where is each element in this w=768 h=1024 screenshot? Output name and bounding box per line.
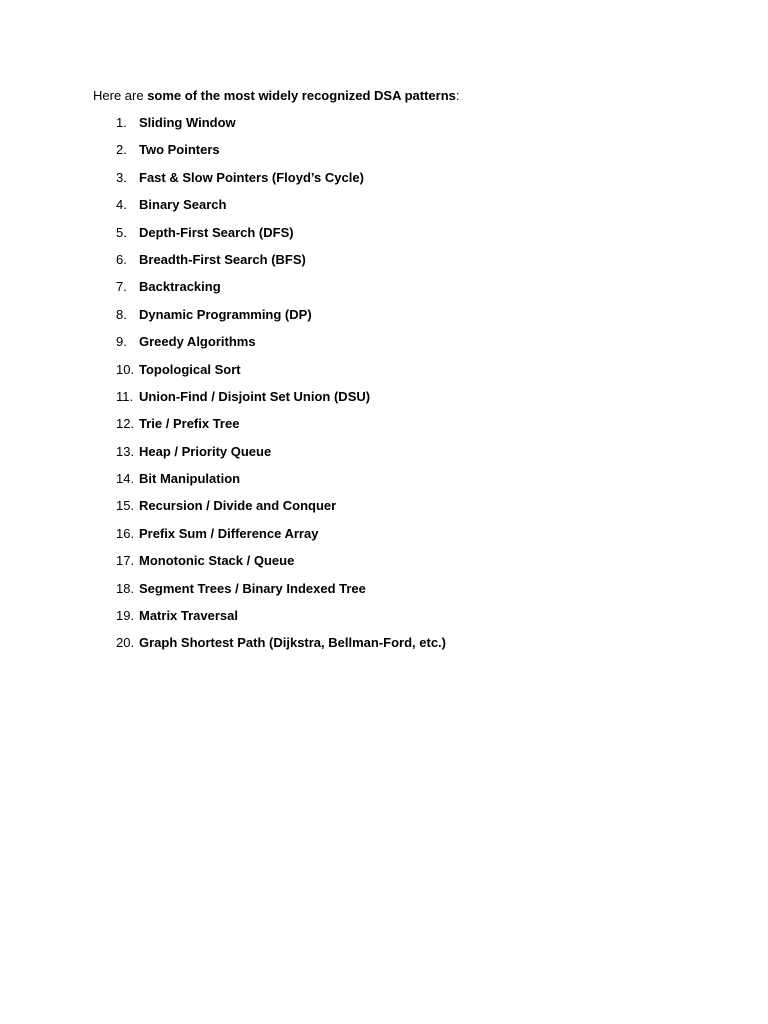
list-item-text: Graph Shortest Path (Dijkstra, Bellman-Ford, etc.) xyxy=(139,635,446,651)
list-item-number: 3. xyxy=(116,169,127,185)
list-item-number: 8. xyxy=(116,306,127,322)
list-item-text: Trie / Prefix Tree xyxy=(139,416,240,432)
list-item-number: 20. xyxy=(116,635,135,651)
list-item-text: Depth-First Search (DFS) xyxy=(139,224,294,240)
list-item-number: 2. xyxy=(116,142,127,158)
list-item xyxy=(93,415,693,442)
list-item-text: Sliding Window xyxy=(139,115,236,130)
list-item xyxy=(93,388,693,415)
list-item-text: Heap / Priority Queue xyxy=(139,443,272,459)
list-item-text: Binary Search xyxy=(139,197,227,213)
list-item-text: Matrix Traversal xyxy=(139,608,239,624)
list-item xyxy=(93,196,693,223)
list-item-number: 4. xyxy=(116,197,127,213)
list-item-number: 17. xyxy=(116,553,135,569)
pattern-list xyxy=(93,114,693,662)
list-item-number: 10. xyxy=(116,361,135,377)
list-item-number: 1. xyxy=(116,115,127,130)
list-item xyxy=(93,497,693,524)
list-item xyxy=(93,114,693,141)
list-item xyxy=(93,278,693,305)
list-item-text: Segment Trees / Binary Indexed Tree xyxy=(139,580,366,596)
list-item xyxy=(93,552,693,579)
list-item-number: 18. xyxy=(116,580,135,596)
list-item xyxy=(93,141,693,168)
list-item-text: Two Pointers xyxy=(139,142,220,158)
list-item xyxy=(93,306,693,333)
list-item xyxy=(93,361,693,388)
list-item xyxy=(93,443,693,470)
list-item-number: 14. xyxy=(116,471,135,487)
list-item xyxy=(93,525,693,552)
list-item-text: Dynamic Programming (DP) xyxy=(139,306,312,322)
list-item xyxy=(93,470,693,497)
list-item-text: Fast & Slow Pointers (Floyd’s Cycle) xyxy=(139,169,364,185)
intro-suffix: : xyxy=(455,88,460,103)
intro-prefix: Here are xyxy=(93,88,148,103)
list-item-text: Union-Find / Disjoint Set Union (DSU) xyxy=(139,388,371,404)
intro-emphasis: some of the most widely recognized DSA patterns xyxy=(147,88,456,103)
list-item-number: 5. xyxy=(116,224,127,240)
list-item xyxy=(93,251,693,278)
list-item xyxy=(93,580,693,607)
list-item-number: 6. xyxy=(116,251,127,267)
document-body xyxy=(93,87,693,662)
list-item-number: 15. xyxy=(116,498,135,514)
list-item-number: 16. xyxy=(116,525,135,541)
list-item-text: Prefix Sum / Difference Array xyxy=(139,525,319,541)
list-item xyxy=(93,169,693,196)
list-item xyxy=(93,607,693,634)
list-item-text: Breadth-First Search (BFS) xyxy=(139,251,306,267)
list-item-number: 9. xyxy=(116,334,127,350)
list-item-text: Recursion / Divide and Conquer xyxy=(139,498,337,514)
list-item-text: Bit Manipulation xyxy=(139,471,241,487)
list-item-text: Topological Sort xyxy=(139,361,241,377)
list-item-text: Monotonic Stack / Queue xyxy=(139,553,295,569)
list-item-number: 12. xyxy=(116,416,135,432)
list-item-number: 11. xyxy=(116,388,134,404)
list-item-number: 13. xyxy=(116,443,135,459)
intro-paragraph xyxy=(93,87,693,105)
list-item xyxy=(93,224,693,251)
list-item xyxy=(93,634,693,661)
list-item-text: Backtracking xyxy=(139,279,221,295)
list-item-text: Greedy Algorithms xyxy=(139,334,256,350)
list-item xyxy=(93,333,693,360)
list-item-number: 7. xyxy=(116,279,127,295)
list-item-number: 19. xyxy=(116,608,135,624)
